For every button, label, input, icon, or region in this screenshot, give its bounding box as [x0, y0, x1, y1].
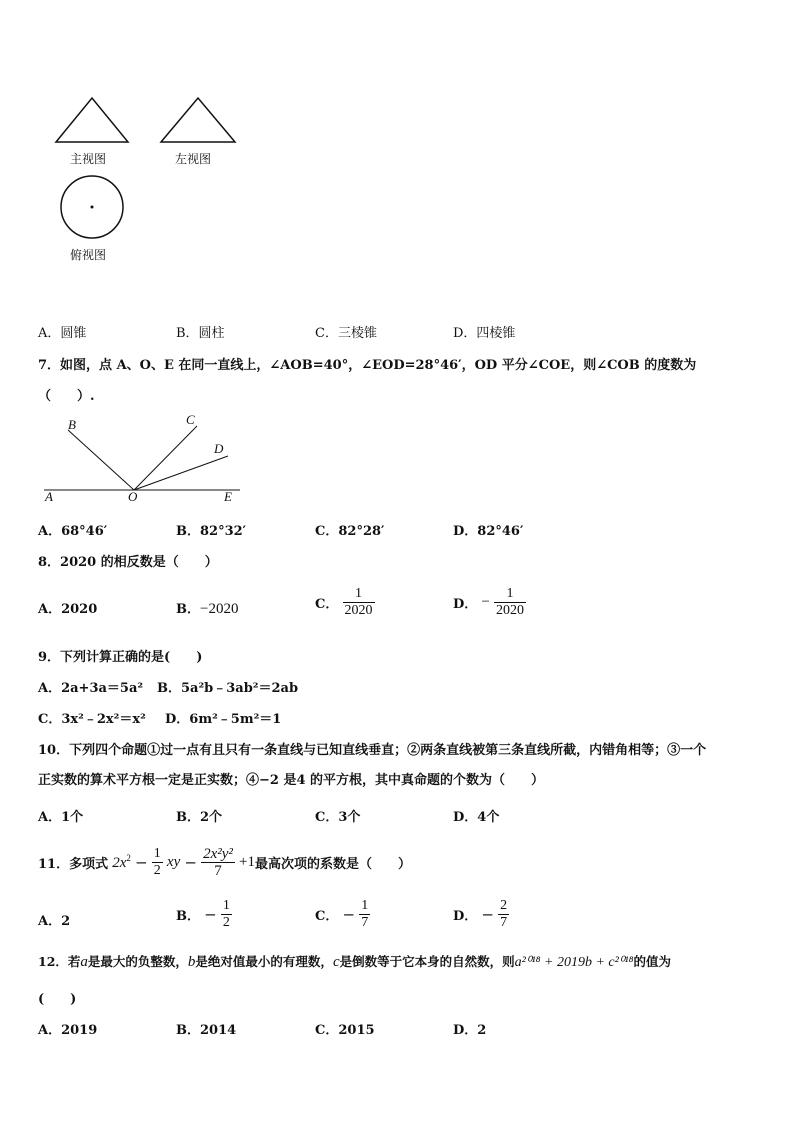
q11-d-numerator: 2 — [500, 898, 508, 913]
q11-b-fraction — [221, 898, 232, 931]
q8-option-b — [176, 598, 238, 618]
q11-option-b — [176, 898, 232, 931]
q11-minus1: − — [135, 853, 148, 872]
ray-oc — [134, 426, 197, 490]
q12-var-c: c — [332, 954, 340, 970]
q11-option-d — [453, 898, 509, 931]
q7-paren: （ ）. — [38, 389, 95, 404]
point-d-label: D — [214, 441, 224, 456]
q12-stem-b: 是最大的负整数， — [87, 954, 188, 969]
q11-prefix: 11．多项式 — [38, 857, 109, 872]
left-view-label: 左视图 — [175, 152, 212, 166]
q9-option-b: B．5a²b﹣3ab²＝2ab — [157, 681, 299, 696]
q11-stem — [38, 846, 411, 879]
three-views-figure — [50, 92, 250, 252]
q10-option-a: A．1个 — [38, 810, 84, 825]
q6-option-a: A．圆锥 — [38, 326, 87, 341]
q11-c-sign: − — [342, 905, 356, 924]
q12-option-a: A．2019 — [38, 1023, 98, 1038]
q8-stem: 8．2020 的相反数是（ ） — [38, 555, 218, 570]
q11-term2: xy — [166, 854, 181, 870]
q7-option-c: C．82°28′ — [315, 524, 385, 539]
q7-option-a: A．68°46′ — [38, 524, 108, 539]
q11-fraction2 — [201, 846, 235, 879]
q8-c-denominator: 2020 — [344, 603, 373, 618]
point-a-label: A — [45, 489, 53, 504]
q12-var-a: a — [80, 954, 88, 970]
point-e-label: E — [224, 489, 232, 504]
q7-stem: 7．如图，点 A、O、E 在同一直线上，∠AOB=40°，∠EOD=28°46′，OD 平分∠COE，则∠COB 的度数为 — [38, 358, 697, 373]
top-view-center-dot — [91, 206, 94, 209]
q12-expression: a²⁰¹⁸ + 2019b + c²⁰¹⁸ — [514, 955, 634, 970]
q11-minus2: − — [184, 853, 197, 872]
left-view-triangle — [161, 98, 235, 142]
q11-term1-text: 2x — [112, 855, 127, 871]
q11-d-prefix: D． — [453, 909, 478, 924]
top-view-label: 俯视图 — [70, 248, 107, 262]
q11-d-sign: − — [481, 905, 494, 924]
q8-c-numerator: 1 — [343, 586, 375, 603]
front-view-label: 主视图 — [70, 152, 107, 166]
q8-option-d-prefix: D． — [453, 597, 478, 612]
q11-c-denominator: 7 — [361, 915, 369, 930]
q11-f1-numerator: 1 — [153, 846, 161, 861]
ray-ob — [68, 430, 134, 490]
q11-b-prefix: B． — [176, 909, 200, 924]
q8-option-b-prefix: B． — [176, 602, 200, 617]
q12-option-b: B．2014 — [176, 1023, 237, 1038]
q6-option-c: C．三棱锥 — [315, 326, 377, 341]
q11-option-a: A．2 — [38, 914, 71, 929]
q8-option-c-fraction — [343, 586, 375, 619]
q12-stem-e: 的值为 — [633, 954, 671, 969]
point-b-label: B — [68, 417, 76, 432]
q8-option-c-prefix: C． — [315, 597, 339, 612]
q7-option-b: B．82°32′ — [176, 524, 247, 539]
q11-b-denominator: 2 — [222, 915, 230, 930]
q11-suffix: 最高次项的系数是（ ） — [255, 857, 412, 872]
q9-option-c: C．3x²﹣2x²＝x² — [38, 712, 146, 727]
q11-d-denominator: 7 — [500, 915, 508, 930]
q6-option-b: B．圆柱 — [176, 326, 225, 341]
front-view-triangle — [56, 98, 128, 142]
q12-var-b: b — [187, 954, 196, 970]
point-c-label: C — [186, 412, 195, 427]
q8-d-numerator: 1 — [494, 586, 526, 603]
q11-fraction1 — [152, 846, 163, 879]
q6-option-d: D．四棱锥 — [453, 326, 516, 341]
q8-option-d-fraction — [494, 586, 526, 619]
q12-stem-a: 12．若 — [38, 954, 81, 969]
q11-term3: +1 — [239, 854, 256, 870]
ray-od — [134, 456, 228, 490]
q10-stem-line1: 10．下列四个命题①过一点有且只有一条直线与已知直线垂直；②两条直线被第三条直线所截，内错角相等；③一个 — [38, 743, 707, 758]
q10-option-b: B．2个 — [176, 810, 223, 825]
q11-f1-denominator: 2 — [153, 863, 161, 878]
q10-option-c: C．3个 — [315, 810, 361, 825]
q12-stem — [38, 952, 671, 971]
q11-f2-numerator: 2x²y² — [203, 846, 233, 862]
q11-c-fraction — [359, 898, 370, 931]
q8-option-d-sign: − — [481, 594, 490, 610]
q12-stem-c: 是绝对值最小的有理数， — [195, 954, 333, 969]
q9-option-a: A．2a+3a＝5a² — [38, 681, 144, 696]
q11-d-fraction — [498, 898, 509, 931]
q12-option-c: C．2015 — [315, 1023, 375, 1038]
q8-d-denominator: 2020 — [496, 603, 525, 618]
q10-option-d: D．4个 — [453, 810, 500, 825]
q9-option-d: D．6m²﹣5m²＝1 — [165, 712, 282, 727]
q11-f2-denominator: 7 — [214, 863, 222, 879]
q8-option-b-value: −2020 — [200, 601, 239, 617]
q8-option-c — [315, 586, 375, 619]
q8-option-a: A．2020 — [38, 602, 98, 617]
q11-c-numerator: 1 — [361, 898, 369, 913]
q11-term1: $2x^2$ — [112, 853, 131, 871]
q8-option-d — [453, 586, 526, 619]
q12-option-d: D．2 — [453, 1023, 487, 1038]
q12-stem-d: 是倒数等于它本身的自然数，则 — [339, 954, 515, 969]
q11-b-sign: − — [204, 905, 217, 924]
q9-stem: 9．下列计算正确的是( ) — [38, 650, 203, 665]
q10-stem-line2: 正实数的算术平方根一定是正实数；④−2 是4 的平方根，其中真命题的个数为（ ） — [38, 773, 545, 788]
q7-option-d: D．82°46′ — [453, 524, 524, 539]
q11-b-numerator: 1 — [222, 898, 230, 913]
q12-paren: ( ) — [38, 992, 77, 1007]
q11-option-c — [315, 898, 370, 931]
point-o-label: O — [128, 489, 138, 504]
q11-c-prefix: C． — [315, 909, 339, 924]
